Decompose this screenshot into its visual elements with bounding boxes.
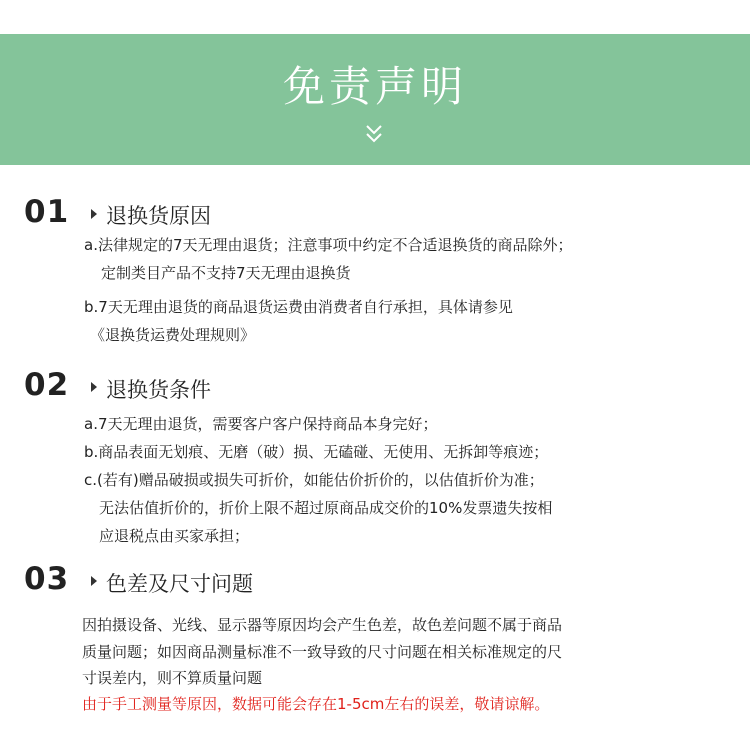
header-banner (0, 34, 750, 165)
section-number: 03 (24, 561, 70, 597)
text-line: 寸误差内，则不算质量问题 (82, 669, 263, 687)
triangle-bullet-icon (90, 209, 98, 219)
warning-line: 由于手工测量等原因，数据可能会存在1-5cm左右的误差，敬请谅解。 (82, 695, 550, 713)
section-number: 01 (24, 194, 70, 230)
text-line: 应退税点由买家承担； (99, 527, 250, 545)
top-band (0, 0, 750, 34)
section-title: 色差及尺寸问题 (106, 572, 253, 596)
text-line: 定制类目产品不支持7天无理由退换货 (101, 264, 351, 282)
triangle-bullet-icon (90, 382, 98, 392)
section-title: 退换货原因 (106, 204, 211, 228)
text-line: 因拍摄设备、光线、显示器等原因均会产生色差，故色差问题不属于商品 (82, 616, 563, 634)
text-line: b.商品表面无划痕、无磨（破）损、无磕碰、无使用、无拆卸等痕迹； (84, 443, 549, 461)
triangle-bullet-icon (90, 576, 98, 586)
text-line: 《退换货运费处理规则》 (90, 326, 256, 344)
text-line: b.7天无理由退货的商品退货运费由消费者自行承担，具体请参见 (84, 298, 513, 316)
text-line: a.7天无理由退货，需要客户客户保持商品本身完好； (84, 415, 438, 433)
section-title: 退换货条件 (106, 378, 211, 402)
text-line: 质量问题；如因商品测量标准不一致导致的尺寸问题在相关标准规定的尺 (82, 643, 563, 661)
text-line: 无法估值折价的，折价上限不超过原商品成交价的10%发票遗失按相 (99, 499, 553, 517)
section-number: 02 (24, 367, 70, 403)
text-line: c.(若有)赠品破损或损失可折价，如能估价折价的，以估值折价为准； (84, 471, 544, 489)
text-line: a.法律规定的7天无理由退货；注意事项中约定不合适退换货的商品除外； (84, 236, 573, 254)
double-chevron-down-icon (362, 122, 386, 146)
page-title: 免责声明 (282, 62, 467, 111)
